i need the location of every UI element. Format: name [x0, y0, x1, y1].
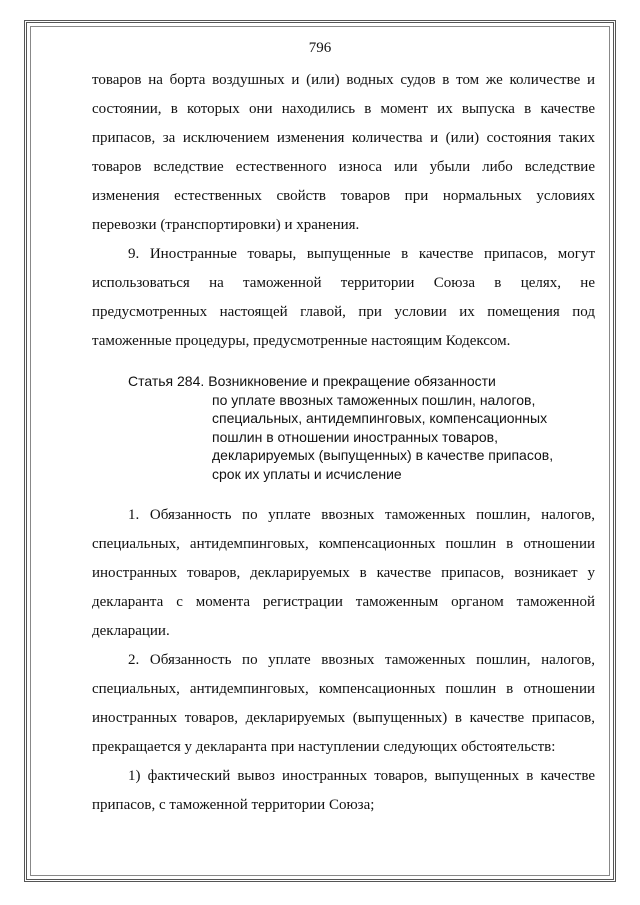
- article-heading: [92, 372, 595, 483]
- paragraph-item-9: 9. Иностранные товары, выпущенные в качестве припасов, могут использоваться на таможенной территории Союза в целях, не предусмотренных настоящей главой, при условии их помещения под таможенные процедуры, предусмотренные настоящим Кодексом.: [92, 246, 595, 349]
- page-number: 796: [308, 40, 332, 56]
- article-title-line: специальных, антидемпинговых, компенсационных: [212, 410, 548, 426]
- document-body: [92, 66, 595, 820]
- article-title-line: срок их уплаты и исчисление: [212, 465, 402, 482]
- article-title-line: по уплате ввозных таможенных пошлин, налогов,: [212, 391, 536, 408]
- article-number: Статья 284.: [128, 373, 205, 389]
- paragraph-item-1: 1. Обязанность по уплате ввозных таможенных пошлин, налогов, специальных, антидемпинговых, компенсационных пошлин в отношении иностранных товаров, декларируемых в качестве припасов, возникает у декларанта с момента регистрации таможенным органом таможенной декларации.: [92, 507, 595, 639]
- article-title-line: Возникновение и прекращение обязанности: [208, 373, 496, 389]
- paragraph-continuation: товаров на борта воздушных и (или) водных судов в том же количестве и состоянии, в которых они находились в момент их выпуска в качестве припасов, за исключением изменения количества и (или) состояния таких товаров вследствие естественного износа или убыли либо вследствие изменения естественных свойств товаров при нормальных условиях перевозки (транспортировки) и хранения.: [92, 72, 595, 233]
- article-title-line: декларируемых (выпущенных) в качестве припасов,: [212, 447, 554, 463]
- paragraph-item-2: 2. Обязанность по уплате ввозных таможенных пошлин, налогов, специальных, антидемпинговых, компенсационных пошлин в отношении иностранных товаров, декларируемых (выпущенных) в качестве припасов, прекращается у декларанта при наступлении следующих обстоятельств:: [92, 652, 595, 755]
- paragraph-subitem-1: 1) фактический вывоз иностранных товаров, выпущенных в качестве припасов, с таможенной территории Союза;: [92, 768, 595, 813]
- article-title-line: пошлин в отношении иностранных товаров,: [212, 428, 498, 445]
- article-title: [204, 372, 496, 391]
